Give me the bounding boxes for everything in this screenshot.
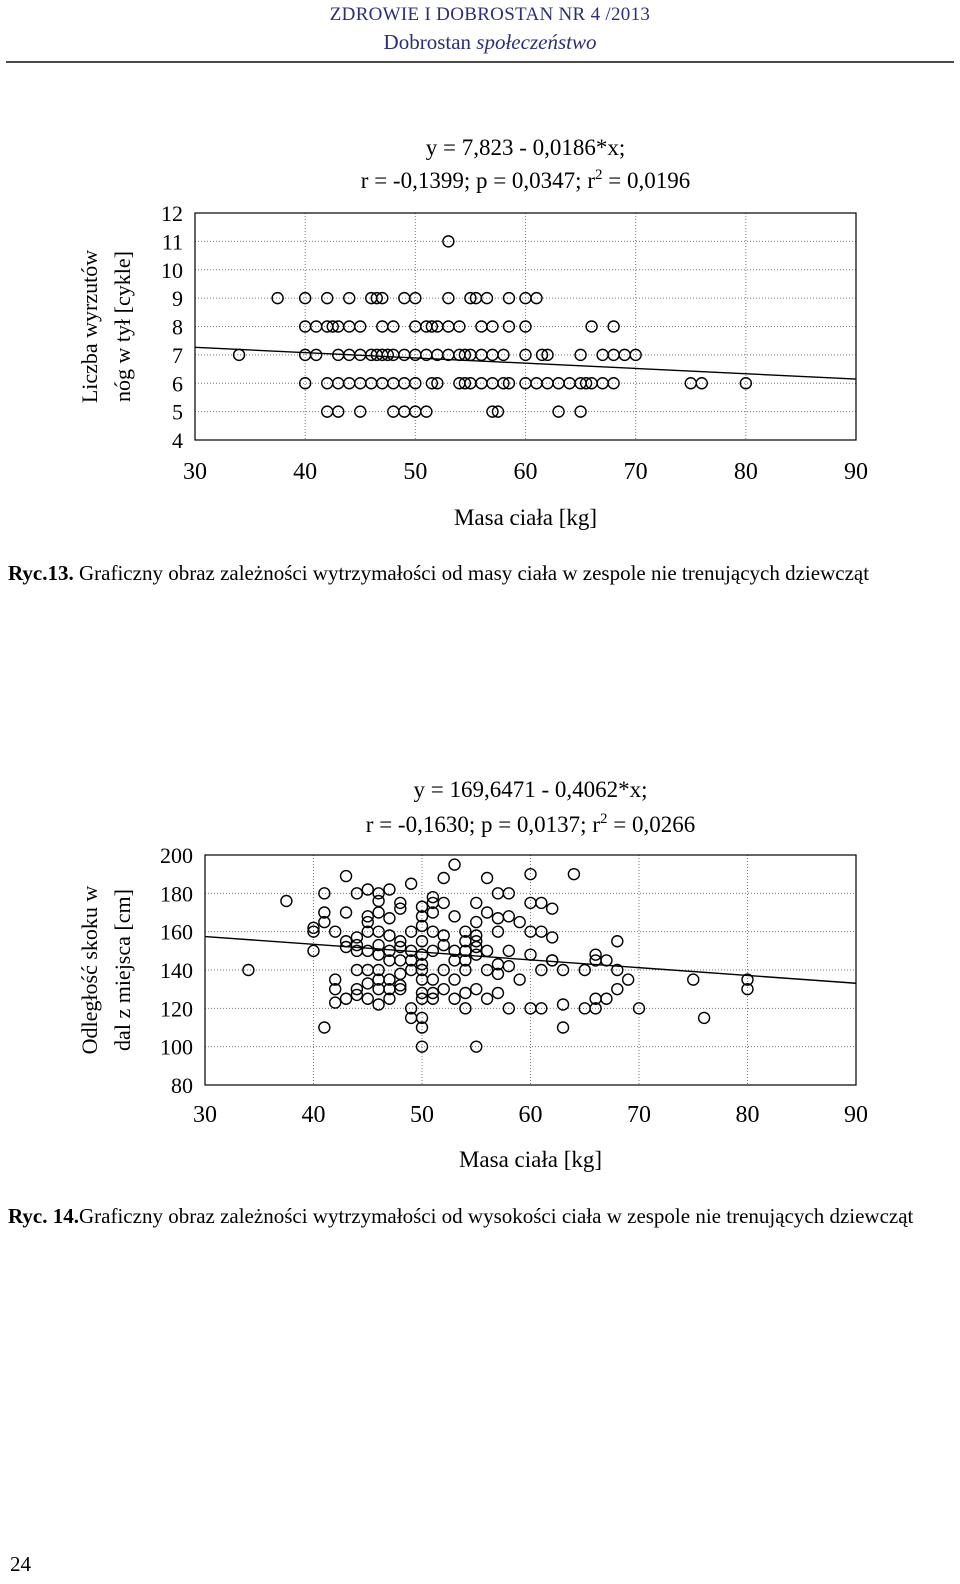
data-point [503,911,514,922]
x-tick-label: 80 [735,1102,760,1128]
data-point [558,1022,569,1033]
section-title-prefix: Dobrostan [383,30,477,54]
data-point [492,926,503,937]
data-point [362,993,373,1004]
journal-title: ZDROWIE I DOBROSTAN NR 4 /2013 [329,4,651,25]
data-point [449,859,460,870]
data-point [330,997,341,1008]
y-tick-label: 9 [172,286,183,312]
x-tick-label: 60 [513,459,538,485]
y-tick-label: 12 [161,201,183,226]
data-point [438,984,449,995]
data-point [471,984,482,995]
x-tick-label: 50 [403,459,428,485]
data-point [384,913,395,924]
data-point [438,897,449,908]
data-point [601,993,612,1004]
data-point [373,896,384,907]
data-point [482,907,493,918]
x-tick-label: 80 [733,459,758,485]
stats-value: = 0,0266 [607,812,696,837]
data-point [427,945,438,956]
data-point [319,1022,330,1033]
data-point [341,907,352,918]
data-point [558,999,569,1010]
x-tick-label: 40 [293,459,318,485]
header-divider [6,61,954,63]
x-tick-label: 60 [518,1102,543,1128]
data-point [351,965,362,976]
data-point [449,974,460,985]
data-point [547,955,558,966]
y-tick-label: 180 [160,881,193,907]
data-point [514,917,525,928]
data-point [612,936,623,947]
y-axis-label-line1: Liczba wyrzutów [77,249,102,404]
y-tick-label: 160 [160,919,193,945]
data-point [482,993,493,1004]
data-point [351,932,362,943]
data-point [514,974,525,985]
caption-label: Ryc.13. [8,561,74,585]
data-point [373,907,384,918]
x-tick-label: 30 [193,1102,217,1128]
data-point [438,873,449,884]
y-tick-label: 10 [161,257,183,283]
data-point [688,974,699,985]
caption-text: Graficzny obraz zależności wytrzymałości od masy ciała w zespole nie trenujących dziewcząt [73,561,870,585]
x-axis-label: Masa ciała [kg] [458,1147,603,1172]
stats-superscript: 2 [599,811,608,827]
x-tick-label: 30 [183,459,207,485]
data-point [503,321,514,332]
stats-text: r = -0,1399; p = 0,0347; r [360,168,595,193]
data-point [623,974,634,985]
x-tick-label: 90 [844,1102,868,1128]
data-point [699,1012,710,1023]
y-axis-label-line2: dal z miejsca [cm] [110,889,135,1051]
regression-statistics [366,811,695,837]
data-point [601,955,612,966]
page-number: 24 [10,1552,31,1576]
y-axis-label-line2: nóg w tył [cykle] [110,251,135,402]
figure-caption-13 [8,559,953,587]
x-axis-label: Masa ciała [kg] [453,505,598,530]
data-point [427,974,438,985]
regression-equation: y = 169,6471 - 0,4062*x; [413,777,648,802]
data-point [568,869,579,880]
data-point [395,955,406,966]
scatter-chart-mass-vs-jump [0,762,960,1182]
x-tick-label: 40 [301,1102,326,1128]
regression-statistics [361,167,690,193]
data-point [351,888,362,899]
y-tick-label: 200 [160,843,193,868]
caption-label: Ryc. 14. [8,1204,79,1228]
data-point [471,897,482,908]
y-tick-label: 7 [172,342,183,368]
x-tick-label: 70 [627,1102,651,1128]
data-point [341,871,352,882]
data-point [362,978,373,989]
y-tick-label: 6 [172,371,183,397]
data-point [460,988,471,999]
data-point [547,903,558,914]
data-point [471,917,482,928]
data-point [482,945,493,956]
data-point [471,949,482,960]
y-tick-label: 120 [160,996,193,1022]
data-point [482,873,493,884]
section-title [300,30,680,55]
data-point [281,896,292,907]
data-point [612,984,623,995]
stats-text: r = -0,1630; p = 0,0137; r [365,812,600,837]
y-tick-label: 8 [172,314,183,340]
y-tick-label: 100 [160,1034,193,1060]
y-tick-label: 80 [171,1073,193,1098]
data-point [341,993,352,1004]
data-point [373,999,384,1010]
data-point [492,913,503,924]
data-point [362,945,373,956]
x-tick-label: 70 [623,459,648,485]
x-tick-label: 50 [410,1102,434,1128]
x-tick-label: 90 [844,459,868,485]
regression-line [195,347,856,379]
stats-superscript: 2 [594,167,603,183]
caption-text: Graficzny obraz zależności wytrzymałości od wysokości ciała w zespole nie trenujących dziewcząt [79,1204,914,1228]
stats-value: = 0,0196 [602,168,691,193]
figure-caption-14 [8,1202,953,1230]
y-tick-label: 11 [161,229,183,255]
data-point [492,888,503,899]
section-title-italic: społeczeństwo [476,30,597,54]
data-point [449,993,460,1004]
y-tick-label: 4 [172,428,183,453]
data-point [384,930,395,941]
data-point [449,911,460,922]
y-tick-label: 140 [160,958,193,983]
data-point [234,349,245,360]
data-point [547,932,558,943]
data-point [492,988,503,999]
data-point [406,878,417,889]
data-point [503,945,514,956]
data-point [503,293,514,304]
regression-equation: y = 7,823 - 0,0186*x; [425,135,626,160]
scatter-chart-mass-vs-leg-throws [0,120,960,540]
data-point [384,884,395,895]
y-tick-label: 5 [172,399,183,425]
data-point [536,897,547,908]
y-axis-label-line1: Odległość skoku w [77,885,102,1055]
